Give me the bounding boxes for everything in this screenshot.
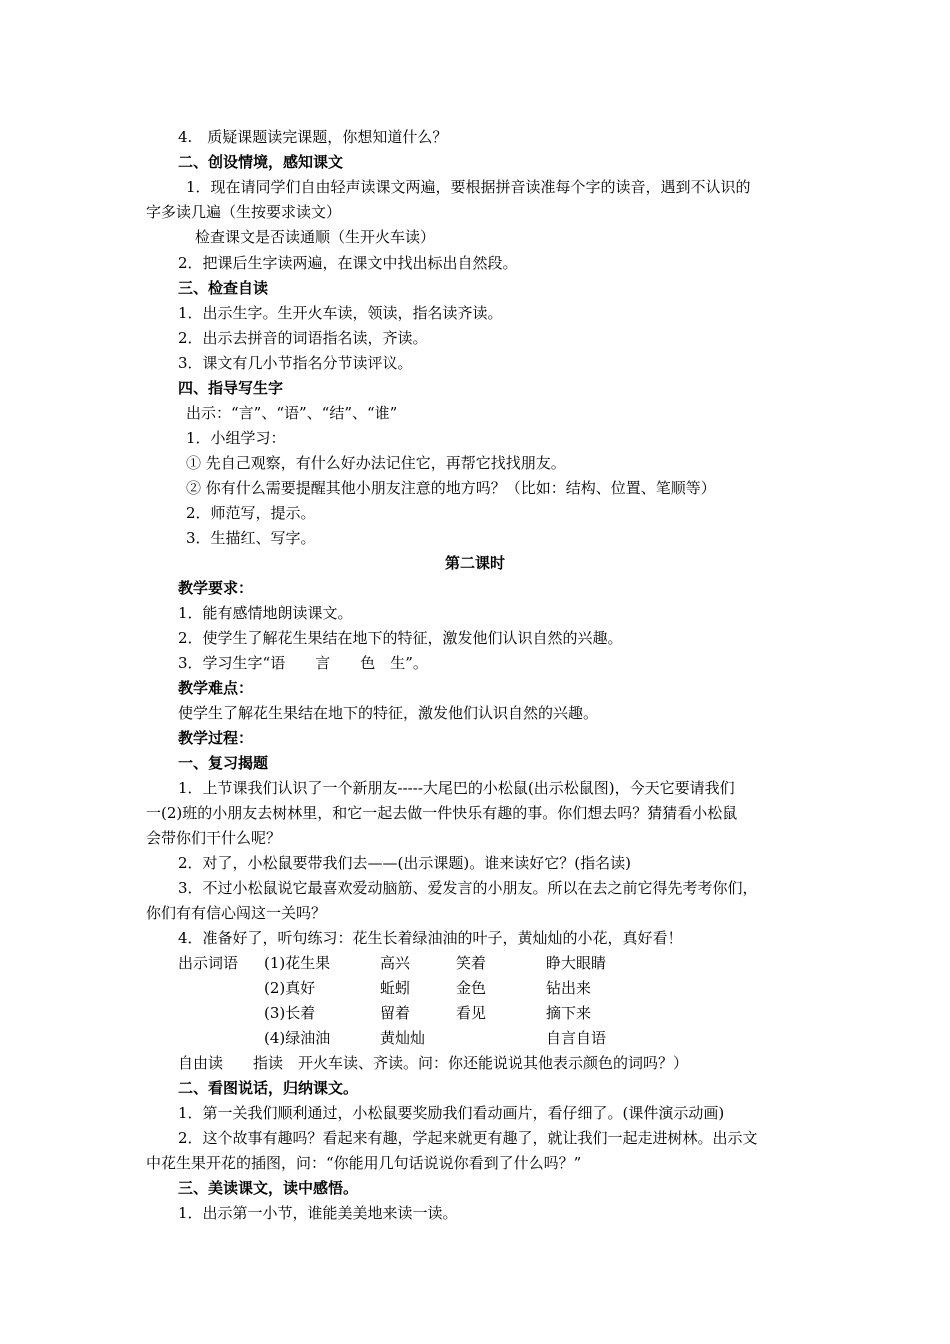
vocab-word: 金色	[456, 979, 487, 997]
text-line: 1．出示第一小节，谁能美美地来读一读。	[178, 1204, 458, 1222]
text-line: 2．师范写，提示。	[186, 504, 316, 522]
vocab-word: 自言自语	[546, 1029, 607, 1047]
vocab-word: (3)长着	[264, 1004, 316, 1022]
vocab-word: 蚯蚓	[380, 979, 411, 997]
vocab-word: (1)花生果	[264, 954, 331, 972]
text-line: ② 你有什么需要提醒其他小朋友注意的地方吗？（比如：结构、位置、笔顺等）	[186, 479, 716, 497]
text-line: 1．第一关我们顺利通过，小松鼠要奖励我们看动画片，看仔细了。(课件演示动画)	[178, 1104, 725, 1122]
section-heading: 一、复习揭题	[178, 754, 269, 772]
vocab-word: (4)绿油油	[264, 1029, 331, 1047]
text-line: 4. 质疑课题读完课题，你想知道什么？	[178, 128, 448, 146]
vocab-word: 看见	[456, 1004, 487, 1022]
text-line: 2．出示去拼音的词语指名读，齐读。	[178, 329, 428, 347]
text-line: 4．准备好了，听句练习：花生长着绿油油的叶子，黄灿灿的小花，真好看！	[178, 929, 683, 947]
text-line: 3．不过小松鼠说它最喜欢爱动脑筋、爱发言的小朋友。所以在去之前它得先考考你们，	[178, 879, 758, 897]
text-line: 字多读几遍（生按要求读文）	[146, 203, 342, 221]
text-line: 检查课文是否读通顺（生开火车读）	[195, 228, 436, 246]
text-line: 1．能有感情地朗读课文。	[178, 604, 353, 622]
text-line: 1．上节课我们认识了一个新朋友-----大尾巴的小松鼠(出示松鼠图)，今天它要请我们	[178, 779, 735, 797]
vocab-word: (2)真好	[264, 979, 316, 997]
subheading: 教学难点：	[178, 679, 254, 697]
subheading: 教学过程：	[178, 729, 254, 747]
text-line: 2．把课后生字读两遍，在课文中找出标出自然段。	[178, 254, 518, 272]
vocab-word: 黄灿灿	[380, 1029, 426, 1047]
section-heading: 三、美读课文，读中感悟。	[178, 1179, 359, 1197]
text-line: 3．生描红、写字。	[186, 529, 316, 547]
vocab-label: 出示词语	[178, 954, 239, 972]
text-line: 3．学习生字“语 言 色 生”。	[178, 654, 428, 672]
vocab-word: 笑着	[456, 954, 487, 972]
vocab-word: 钻出来	[546, 979, 592, 997]
vocab-row	[0, 953, 950, 973]
text-line: 一(2)班的小朋友去树林里，和它一起去做一件快乐有趣的事。你们想去吗？猜猜看小松鼠	[146, 804, 738, 822]
text-line: 使学生了解花生果结在地下的特征，激发他们认识自然的兴趣。	[178, 704, 599, 722]
text-line: 1．现在请同学们自由轻声读课文两遍，要根据拼音读准每个字的读音，遇到不认识的	[186, 178, 751, 196]
text-line: ① 先自己观察，有什么好办法记住它，再帮它找找朋友。	[186, 454, 566, 472]
subheading: 教学要求：	[178, 579, 254, 597]
vocab-word: 摘下来	[546, 1004, 592, 1022]
section-heading: 二、看图说话，归纳课文。	[178, 1079, 359, 1097]
vocab-word: 留着	[380, 1004, 411, 1022]
text-line: 2．使学生了解花生果结在地下的特征，激发他们认识自然的兴趣。	[178, 629, 623, 647]
text-line: 1．小组学习：	[186, 429, 286, 447]
vocab-row	[0, 1003, 950, 1023]
text-line: 3．课文有几小节指名分节读评议。	[178, 354, 413, 372]
vocab-word: 高兴	[380, 954, 411, 972]
text-line: 2．这个故事有趣吗？看起来有趣，学起来就更有趣了，就让我们一起走进树林。出示文	[178, 1129, 758, 1147]
vocab-row	[0, 1028, 950, 1048]
text-line: 中花生果开花的插图，问：“你能用几句话说说你看到了什么吗？”	[146, 1154, 582, 1172]
vocab-row	[0, 978, 950, 998]
text-line: 你们有有信心闯这一关吗？	[146, 904, 327, 922]
section-heading: 二、创设情境，感知课文	[178, 153, 344, 171]
text-line: 会带你们干什么呢？	[146, 829, 282, 847]
vocab-word: 睁大眼睛	[546, 954, 607, 972]
section-heading: 三、检查自读	[178, 279, 269, 297]
lesson-title: 第二课时	[444, 554, 505, 572]
text-line: 2．对了，小松鼠要带我们去——(出示课题)。谁来读好它？(指名读)	[178, 854, 631, 872]
text-line: 1．出示生字。生开火车读，领读，指名读齐读。	[178, 304, 503, 322]
text-line: 自由读 指读 开火车读、齐读。问：你还能说说其他表示颜色的词吗？）	[178, 1054, 689, 1072]
section-heading: 四、指导写生字	[178, 379, 284, 397]
text-line: 出示：“言”、“语”、“结”、“谁”	[186, 404, 398, 422]
